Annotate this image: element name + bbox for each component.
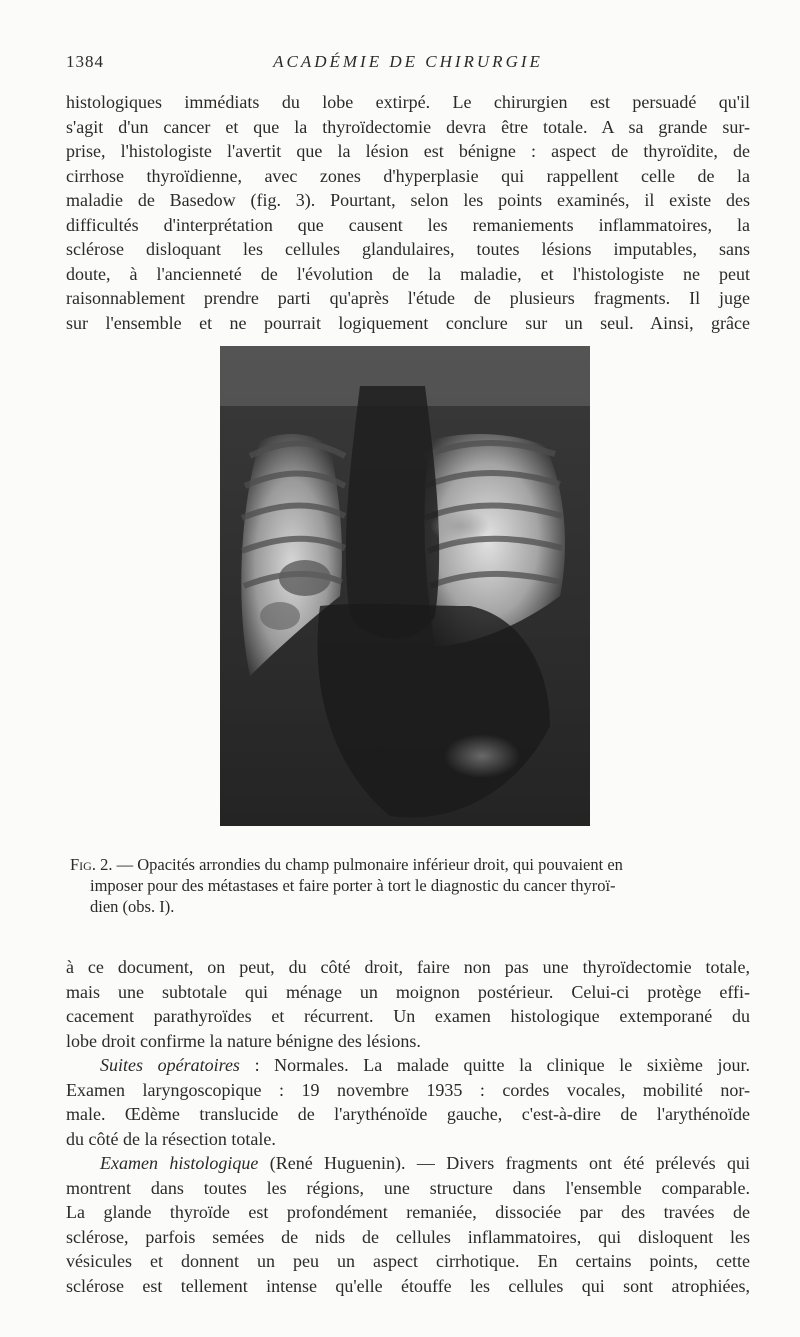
text-line [66, 1151, 750, 1176]
text-line: s'agit d'un cancer et que la thyroïdectomie devra être totale. A sa grande sur- [66, 116, 750, 137]
chest-xray-image [220, 346, 590, 826]
text-line: prise, l'histologiste l'avertit que la lésion est bénigne : aspect de thyroïdite, de [66, 141, 750, 161]
text-line: male. Œdème translucide de l'arythénoïde gauche, c'est-à-dire de l'arythénoïde [66, 1104, 750, 1124]
caption-line: imposer pour des métastases et faire porter à tort le diagnostic du cancer thyroï- [90, 876, 616, 895]
caption-label: Fig. 2. [70, 855, 113, 874]
text-line: à ce document, on peut, du côté droit, faire non pas une thyroïdectomie totale, [66, 957, 750, 977]
page-header [66, 52, 750, 74]
text-line: montrent dans toutes les régions, une structure dans l'ensemble comparable. [66, 1177, 750, 1198]
text-line: difficultés d'interprétation que causent les remaniements inflammatoires, la [66, 214, 750, 235]
page-number: 1384 [66, 52, 104, 71]
suites-text: : Normales. La malade quitte la clinique le sixième jour. [239, 1055, 750, 1075]
chest-xray-figure [220, 346, 590, 826]
text-line: histologiques immédiats du lobe extirpé. Le chirurgien est persuadé qu'il [66, 92, 750, 112]
text-line: mais une subtotale qui ménage un moignon postérieur. Celui-ci protège effi- [66, 981, 750, 1002]
examen-label: Examen histologique [100, 1153, 259, 1173]
text-line: Examen laryngoscopique : 19 novembre 1935 : cordes vocales, mobilité nor- [66, 1079, 750, 1100]
text-line: sur l'ensemble et ne pourrait logiquement conclure sur un seul. Ainsi, grâce [66, 312, 750, 333]
text-line [66, 1053, 750, 1078]
suites-label: Suites opératoires [100, 1055, 240, 1075]
figure-caption [70, 854, 750, 917]
text-line: sclérose disloquant les cellules glandulaires, toutes lésions imputables, sans [66, 239, 750, 259]
text-line: cirrhose thyroïdienne, avec zones d'hyperplasie qui rappellent celle de la [66, 165, 750, 186]
text-line: cacement parathyroïdes et récurrent. Un examen histologique extemporané du [66, 1006, 750, 1026]
paragraph-1 [66, 90, 750, 335]
text-line: sclérose, parfois semées de nids de cellules inflammatoires, qui disloquent les [66, 1226, 750, 1247]
caption-line [70, 854, 750, 875]
text-line: La glande thyroïde est profondément remaniée, dissociée par des travées de [66, 1202, 750, 1222]
caption-text: — Opacités arrondies du champ pulmonaire inférieur droit, qui pouvaient en [116, 855, 623, 874]
paragraph-2 [66, 955, 750, 1298]
running-title: ACADÉMIE DE CHIRURGIE [273, 52, 543, 71]
text-line: doute, à l'ancienneté de l'évolution de la maladie, et l'histologiste ne peut [66, 263, 750, 284]
text-line: sclérose est tellement intense qu'elle étouffe les cellules qui sont atrophiées, [66, 1275, 750, 1296]
text-line: maladie de Basedow (fig. 3). Pourtant, selon les points examinés, il existe des [66, 190, 750, 210]
text-line: vésicules et donnent un peu un aspect cirrhotique. En certains points, cette [66, 1251, 750, 1271]
examen-text: (René Huguenin). — Divers fragments ont été prélevés qui [258, 1153, 750, 1173]
caption-line: dien (obs. I). [90, 897, 175, 916]
text-line: raisonnablement prendre parti qu'après l'étude de plusieurs fragments. Il juge [66, 288, 750, 308]
text-line: lobe droit confirme la nature bénigne des lésions. [66, 1030, 421, 1051]
text-line: du côté de la résection totale. [66, 1128, 276, 1149]
